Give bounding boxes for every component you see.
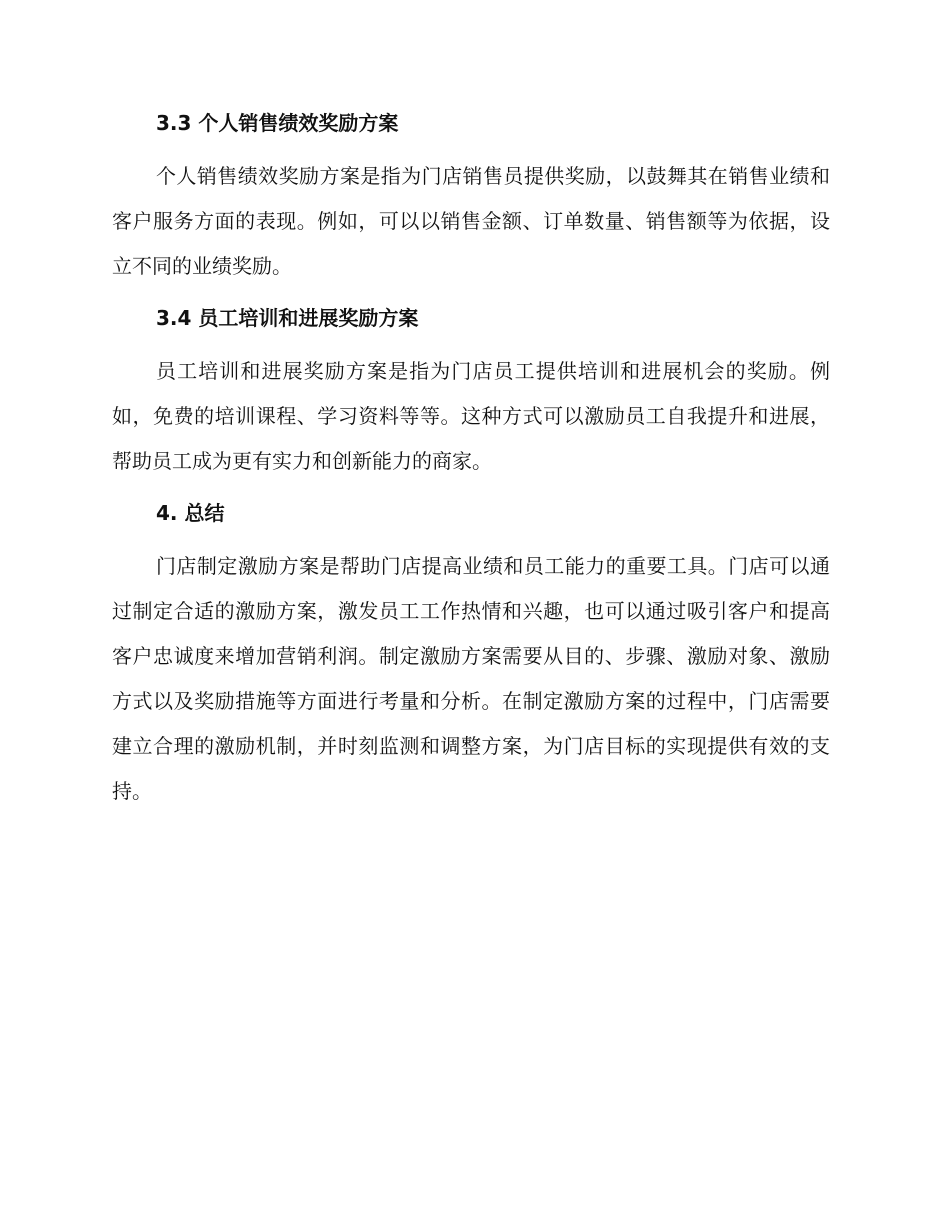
section-paragraph: 个人销售绩效奖励方案是指为门店销售员提供奖励，以鼓舞其在销售业绩和客户服务方面的表现。例如，可以以销售金额、订单数量、销售额等为依据，设立不同的业绩奖励。 <box>112 164 830 278</box>
section-paragraph: 员工培训和进展奖励方案是指为门店员工提供培训和进展机会的奖励。例如，免费的培训课程、学习资料等等。这种方式可以激励员工自我提升和进展，帮助员工成为更有实力和创新能力的商家。 <box>112 359 830 473</box>
section-heading: 3.4 员工培训和进展奖励方案 <box>156 306 419 330</box>
section-3-3 <box>112 108 830 289</box>
section-4-summary <box>112 498 830 814</box>
document-page <box>112 108 830 828</box>
section-3-4 <box>112 303 830 484</box>
section-paragraph: 门店制定激励方案是帮助门店提高业绩和员工能力的重要工具。门店可以通过制定合适的激励方案，激发员工工作热情和兴趣，也可以通过吸引客户和提高客户忠诚度来增加营销利润。制定激励方案需要从目的、步骤、激励对象、激励方式以及奖励措施等方面进行考量和分析。在制定激励方案的过程中，门店需要建立合理的激励机制，并时刻监测和调整方案，为门店目标的实现提供有效的支持。 <box>112 554 830 803</box>
section-heading: 3.3 个人销售绩效奖励方案 <box>156 111 399 135</box>
section-heading: 4. 总结 <box>156 501 225 525</box>
